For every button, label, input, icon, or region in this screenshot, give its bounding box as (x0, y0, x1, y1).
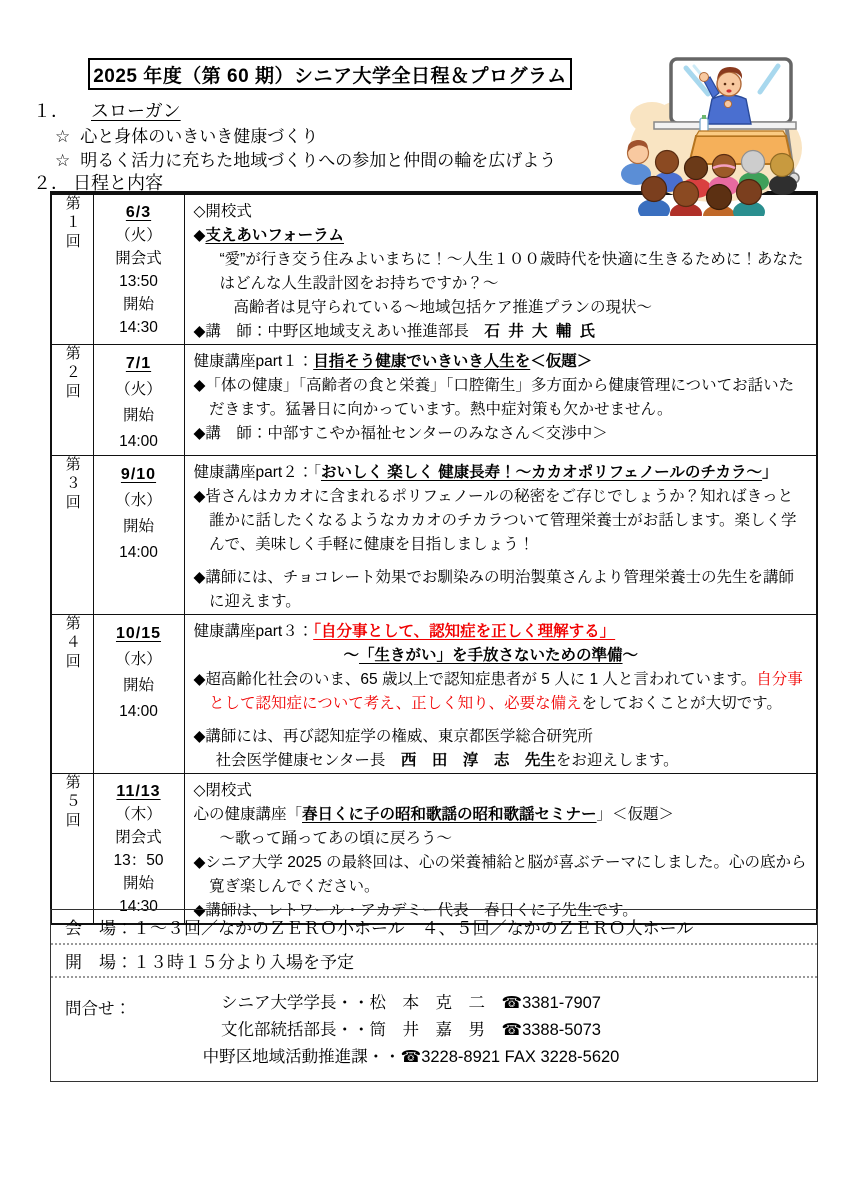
session-label: 第４回 (63, 615, 81, 672)
date-cell (93, 774, 184, 925)
lecturer-prefix: 社会医学健康センター長 (215, 752, 401, 769)
table-row (51, 345, 817, 456)
event-title (194, 803, 809, 827)
description-text: ◆超高齢化社会のいま、65 歳以上で認知症患者が 5 人に 1 人と言われています。 (193, 671, 757, 688)
lecturer-name: 石 井 大 輔 氏 (484, 323, 598, 340)
date-cell (93, 345, 184, 456)
session-cell (51, 615, 93, 774)
star-icon: ☆ (55, 127, 71, 146)
contact-lines (171, 990, 651, 1071)
lecturer-prefix: ◆講 師：中野区地域支えあい推進部長 (193, 323, 485, 340)
date-line: （木） (115, 806, 162, 823)
table-row (51, 774, 817, 925)
description-text-red: 自分事として認知症について考え、正しく知り、必要な備え (209, 671, 803, 712)
contact-line: 中野区地域活動推進課・・☎3228-8921 FAX 3228-5620 (202, 1048, 620, 1066)
table-row (51, 615, 817, 774)
lecturer-line: ◆講師には、再び認知症学の権威、東京都医学総合研究所 (193, 728, 593, 745)
lecturer-line: ◆講師には、チョコレート効果でお馴染みの明治製菓さんより管理栄養士の先生を講師に迎えます。 (193, 569, 794, 610)
section-1-heading (33, 97, 181, 123)
event-subtitle: ～歌って踊ってあの頃に戻ろう～ (219, 830, 453, 847)
event-title-suffix: ＜仮題＞ (530, 353, 593, 370)
event-title-text-red: 「自分事として、認知症を正しく理解する」 (313, 623, 616, 640)
contact-label: 問合せ： (65, 1000, 131, 1018)
date-line: 開会式 (115, 250, 162, 267)
contact-line: 文化部統括部長・・筒 井 嘉 男 ☎3388-5073 (221, 1021, 601, 1039)
date-line: 14:00 (119, 544, 158, 561)
session-cell (51, 345, 93, 456)
event-title-prefix: 心の健康講座「 (193, 806, 303, 823)
lecturer-line (194, 320, 809, 344)
date-line: 6/3 (125, 204, 152, 221)
date-line: 14:00 (119, 703, 158, 720)
event-title-text: 支えあいフォーラム (205, 227, 344, 244)
date-line: 開始 (122, 518, 154, 535)
session-label: 第１回 (63, 195, 81, 252)
event-title-text: 目指そう健康でいきいき人生を (313, 353, 531, 370)
event-description: ◆シニア大学 2025 の最終回は、心の栄養補給と脳が喜ぶテーマにしました。心の底から寛ぎ楽しんでください。 (193, 854, 807, 895)
date-line: （火） (115, 381, 162, 398)
section-1-number: １． (33, 101, 69, 121)
date-line: （火） (115, 227, 162, 244)
contact-section (51, 976, 817, 1081)
date-line: （水） (115, 651, 162, 668)
event-title-suffix: 」 (762, 464, 778, 481)
session-label: 第２回 (63, 345, 81, 402)
subtitle-suffix: ～ (622, 647, 639, 664)
event-description: ◆皆さんはカカオに含まれるポリフェノールの秘密をご存じでしょうか？知ればきっと誰かに話したくなるようなカカオのチカラついて管理栄養士がお話します。楽しく学んで、美味しく手軽に健康を目指しましょう！ (193, 488, 797, 553)
section-1-title: スローガン (91, 101, 181, 121)
event-title-suffix: 」＜仮題＞ (596, 806, 675, 823)
lecturer-name: 西 田 淳 志 先生 (400, 752, 556, 769)
event-title-prefix: 健康講座part３： (193, 623, 314, 640)
lecturer-line (194, 749, 809, 773)
date-line: 7/1 (125, 355, 152, 372)
event-title-text: 春日くに子の昭和歌謡の昭和歌謡セミナー (302, 806, 597, 823)
lecturer-suffix: をお迎えします。 (555, 752, 679, 769)
star-icon: ☆ (55, 151, 71, 170)
event-title (194, 461, 809, 485)
date-line: 14:00 (119, 433, 158, 450)
date-line: 開始 (122, 875, 154, 892)
session-label: 第３回 (63, 456, 81, 513)
section-2-title: 日程と内容 (73, 173, 163, 193)
date-cell (93, 615, 184, 774)
date-line: 14:30 (119, 319, 158, 336)
doors-open-row: 開 場：１３時１５分より入場を予定 (51, 943, 817, 976)
date-cell (93, 456, 184, 615)
session-cell (51, 456, 93, 615)
event-description: “愛”が行き交う住みよいまちに！～人生１００歳時代を快適に生きるために！あなたはどんな人生設計図をお持ちですか？～ (219, 251, 804, 292)
date-line: （水） (115, 492, 162, 509)
content-cell (184, 615, 817, 774)
content-cell (184, 456, 817, 615)
event-title (194, 350, 809, 374)
date-line: 閉会式 (115, 829, 162, 846)
info-box (50, 909, 818, 1082)
venue-row: 会 場：１～３回／なかのＺＥＲＯ小ホール ４、５回／なかのＺＥＲＯ大ホール (65, 919, 694, 938)
date-line: 11/13 (116, 783, 161, 800)
diamond-bullet: ◆ (193, 227, 206, 244)
ceremony-line: ◇閉校式 (193, 782, 252, 799)
section-2-number: ２． (33, 173, 69, 193)
event-title-prefix: 健康講座part１： (193, 353, 314, 370)
date-line: 9/10 (120, 466, 157, 483)
session-cell (51, 774, 93, 925)
content-cell (184, 345, 817, 456)
description-text: をしておくことが大切です。 (581, 695, 782, 712)
event-description: 高齢者は見守られている～地域包括ケア推進プランの現状～ (233, 299, 653, 316)
date-line: 13：50 (113, 852, 164, 869)
date-line: 10/15 (115, 625, 162, 642)
event-title (194, 224, 809, 248)
date-line: 開始 (122, 677, 154, 694)
slogan-text: 心と身体のいきいき健康づくり (80, 127, 319, 146)
event-title-text: おいしく 楽しく 健康長寿！～カカオポリフェノールのチカラ～ (320, 464, 763, 481)
page-title: 2025 年度（第 60 期）シニア大学全日程＆プログラム (88, 58, 572, 90)
event-description: ◆「体の健康」「高齢者の食と栄養」「口腔衛生」多方面から健康管理についてお話いただきます。猛暑日に向かっています。熱中症対策も欠かせません。 (193, 377, 795, 418)
date-line: 14:30 (119, 898, 158, 915)
event-subtitle (194, 644, 809, 668)
date-line: 開始 (122, 296, 154, 313)
classroom-lecture-illustration (616, 52, 816, 216)
slogan-item (55, 146, 556, 171)
event-title (194, 620, 809, 644)
slogan-text: 明るく活力に充ちた地域づくりへの参加と仲間の輪を広げよう (80, 151, 557, 170)
content-cell (184, 774, 817, 925)
date-line: 開始 (122, 407, 154, 424)
date-line: 13:50 (119, 273, 158, 290)
ceremony-line: ◇開校式 (193, 203, 252, 220)
date-cell (93, 193, 184, 345)
session-label: 第５回 (63, 774, 81, 831)
session-cell (51, 193, 93, 345)
lecturer-line: ◆講 師：中部すこやか福祉センターのみなさん＜交渉中＞ (193, 425, 608, 442)
event-description (194, 668, 809, 716)
slogan-item (55, 122, 318, 147)
contact-line: シニア大学学長・・松 本 克 二 ☎3381-7907 (221, 994, 601, 1012)
table-row (51, 456, 817, 615)
event-title-prefix: 健康講座part２：「 (193, 464, 321, 481)
lecturer-line: ◆講師は、レトワール・アカデミー代表 春日くに子先生です。 (193, 902, 638, 919)
subtitle-text: 「生きがい」を手放さないための準備 (359, 647, 623, 664)
subtitle-prefix: ～ (343, 647, 360, 664)
schedule-table (50, 191, 818, 925)
